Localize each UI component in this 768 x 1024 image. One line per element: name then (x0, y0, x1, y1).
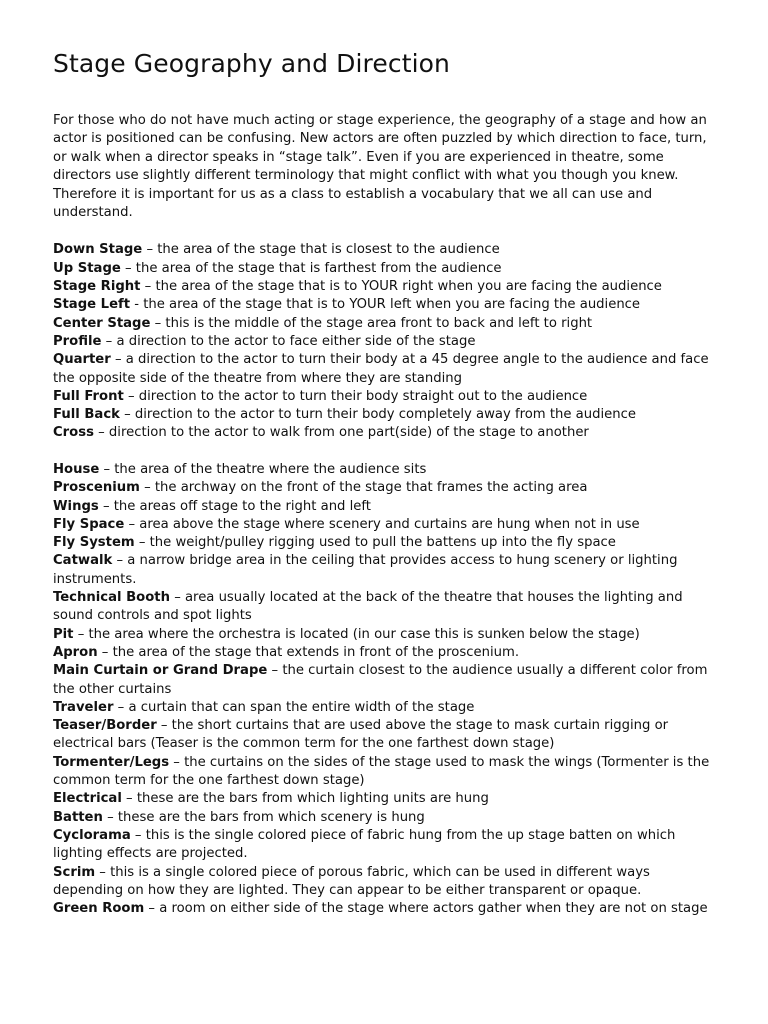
glossary-definition: – area above the stage where scenery and curtains are hung when not in use (124, 516, 640, 532)
glossary-entry (53, 717, 724, 754)
glossary-term: House (53, 462, 100, 477)
glossary-definition: – the short curtains that are used above the stage to mask curtain rigging or electrical bars (Teaser is the common term for the one farthest down stage) (53, 718, 669, 752)
glossary-term: Green Room (53, 901, 145, 917)
glossary-definition: – a room on either side of the stage where actors gather when they are not on stage (144, 901, 708, 917)
glossary-entry (53, 589, 724, 626)
glossary-definition: – the area of the stage that is closest to the audience (142, 242, 500, 258)
glossary-term: Quarter (53, 352, 111, 368)
glossary-term: Scrim (53, 864, 96, 880)
glossary-definition: – the area of the theatre where the audience sits (99, 462, 427, 477)
glossary-term: Cross (53, 425, 94, 441)
glossary-definition: – this is the middle of the stage area front to back and left to right (150, 315, 593, 331)
glossary-entry (53, 626, 724, 644)
glossary-entry (53, 498, 724, 516)
glossary-term: Traveler (53, 699, 114, 715)
glossary-entry (53, 552, 724, 589)
glossary-term: Fly System (53, 535, 135, 551)
glossary-definition: – the curtain closest to the audience usually a different color from the other curtains (53, 663, 708, 697)
glossary-definition: – the weight/pulley rigging used to pull the battens up into the fly space (134, 535, 616, 551)
glossary-definition: – this is a single colored piece of porous fabric, which can be used in different ways depending on how they are lighted. They can appear to be either transparent or opaque. (53, 864, 650, 898)
glossary-entry (53, 662, 724, 699)
glossary-entry (53, 333, 724, 351)
glossary-term: Pit (53, 626, 74, 642)
glossary-definition: – a direction to the actor to turn their body at a 45 degree angle to the audience and face the opposite side of the theatre from where they are standing (53, 352, 709, 386)
glossary-definition: – area usually located at the back of the theatre that houses the lighting and sound controls and spot lights (53, 590, 683, 624)
glossary-term: Full Back (53, 407, 120, 423)
glossary-term: Electrical (53, 791, 122, 807)
glossary-term: Full Front (53, 388, 124, 404)
glossary-definition: – the area of the stage that extends in front of the proscenium. (97, 644, 520, 660)
glossary-definition: – this is the single colored piece of fabric hung from the up stage batten on which lighting effects are projected. (53, 827, 676, 862)
glossary-entry (53, 278, 724, 296)
glossary-definition: – the area of the stage that is farthest from the audience (120, 260, 502, 276)
glossary-definition: – these are the bars from which scenery is hung (102, 809, 425, 825)
glossary-term: Up Stage (53, 260, 121, 276)
glossary-term: Wings (53, 498, 99, 514)
glossary-definition: – a narrow bridge area in the ceiling that provides access to hung scenery or lighting instruments. (53, 553, 678, 587)
glossary-definition: - the area of the stage that is to YOUR left when you are facing the audience (130, 297, 641, 313)
glossary-definition: – the area of the stage that is to YOUR right when you are facing the audience (140, 279, 662, 295)
glossary-definition: – direction to the actor to turn their body completely away from the audience (119, 407, 636, 423)
glossary-entry (53, 241, 724, 259)
glossary-term: Technical Booth (53, 590, 170, 606)
section-gap (53, 443, 724, 461)
glossary-entry (53, 516, 724, 534)
glossary-definition: – a curtain that can span the entire width of the stage (113, 699, 475, 715)
glossary-term: Catwalk (53, 553, 113, 569)
glossary-entry (53, 790, 724, 808)
intro-paragraph: For those who do not have much acting or stage experience, the geography of a stage and how an actor is positioned can be confusing. New actors are often puzzled by which direction to face, turn, or walk when a director speaks in “stage talk”. Even if you are experienced in theatre, some directors use slightly different terminology that might conflict with what you though you knew. Therefore it is important for us as a class to establish a vocabulary that we all can use and understand. (53, 113, 707, 221)
page-title: Stage Geography and Direction (53, 49, 450, 78)
glossary-entry (53, 644, 724, 662)
glossary-term: Apron (53, 644, 98, 660)
glossary-entry (53, 827, 724, 864)
glossary-term: Down Stage (53, 242, 143, 258)
glossary-entry (53, 461, 724, 479)
glossary-entry (53, 406, 724, 424)
glossary-entry (53, 809, 724, 827)
glossary-term: Teaser/Border (53, 718, 157, 734)
glossary-entry (53, 388, 724, 406)
glossary-term: Main Curtain or Grand Drape (53, 663, 268, 679)
glossary-definition: – the archway on the front of the stage that frames the acting area (139, 480, 588, 496)
glossary-entry (53, 479, 724, 497)
glossary-entry (53, 900, 724, 918)
glossary-entry (53, 296, 724, 314)
glossary-definition: – direction to the actor to turn their body straight out to the audience (123, 388, 588, 404)
glossary-entry (53, 260, 724, 278)
glossary-term: Stage Left (53, 297, 131, 313)
glossary-definition: – the areas off stage to the right and left (98, 498, 371, 514)
glossary-definition: – these are the bars from which lighting units are hung (121, 791, 489, 807)
glossary-entry (53, 351, 724, 388)
glossary-entry (53, 699, 724, 717)
glossary-entry (53, 315, 724, 333)
glossary-entry (53, 754, 724, 791)
glossary-term: Fly Space (53, 516, 125, 532)
glossary-definition: – direction to the actor to walk from one part(side) of the stage to another (93, 425, 589, 441)
glossary-entry (53, 424, 724, 442)
glossary-term: Profile (53, 333, 102, 349)
glossary-term: Batten (53, 809, 103, 825)
glossary-term: Tormenter/Legs (53, 754, 170, 770)
glossary-term: Center Stage (53, 315, 151, 331)
glossary-definition: – a direction to the actor to face either side of the stage (101, 333, 476, 349)
glossary-term: Stage Right (53, 279, 141, 295)
glossary-definition: – the curtains on the sides of the stage used to mask the wings (Tormenter is the common term for the one farthest down stage) (53, 754, 710, 789)
glossary-definition: – the area where the orchestra is located (in our case this is sunken below the stage) (73, 626, 640, 642)
glossary-entry (53, 864, 724, 901)
glossary-entry (53, 534, 724, 552)
term-list-theatre-parts (53, 461, 724, 918)
term-list-positions (53, 241, 724, 442)
glossary-term: Proscenium (53, 480, 140, 496)
glossary-term: Cyclorama (53, 827, 131, 843)
